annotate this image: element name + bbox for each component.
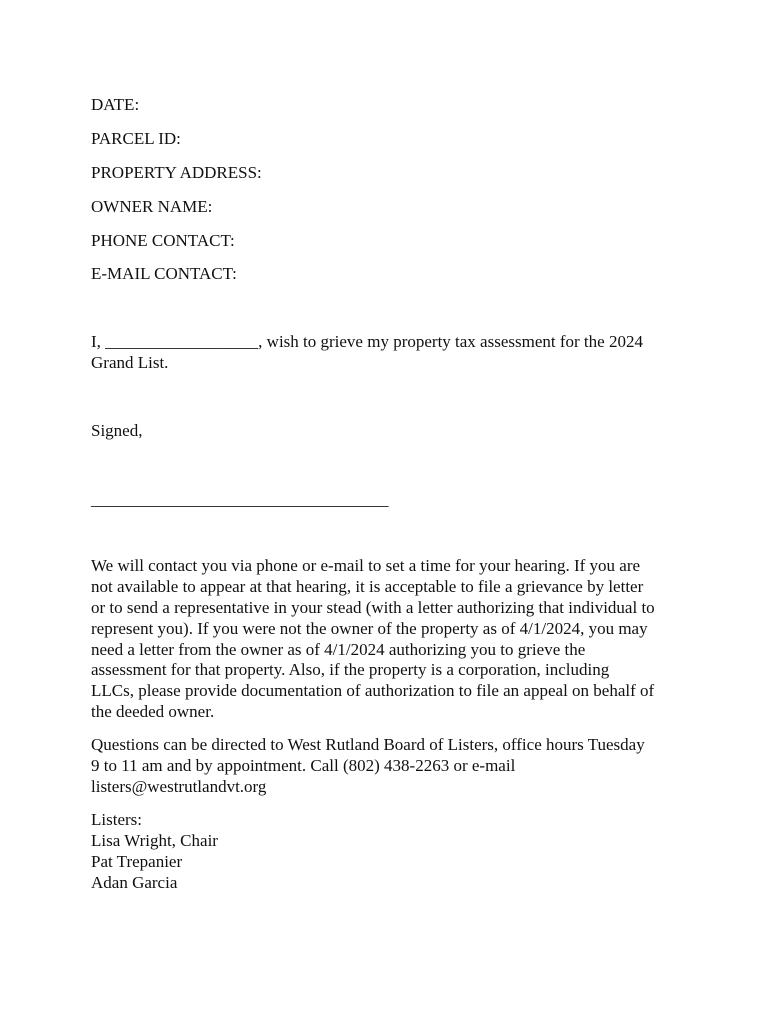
lister-name: Adan Garcia — [91, 873, 178, 892]
grievance-statement-line-1: I, __________________, wish to grieve my property tax assessment for the 2024 — [91, 332, 643, 351]
field-owner-name-label: OWNER NAME: — [91, 197, 213, 216]
paragraph-1-line: need a letter from the owner as of 4/1/2024 authorizing you to grieve the — [91, 640, 586, 659]
field-parcel-id-label: PARCEL ID: — [91, 129, 181, 148]
paragraph-1-line: the deeded owner. — [91, 702, 215, 721]
paragraph-1-line: not available to appear at that hearing, it is acceptable to file a grievance by letter — [91, 577, 644, 596]
signed-label: Signed, — [91, 421, 143, 440]
listers-email-address: listers@westrutlandvt.org — [91, 777, 267, 796]
field-phone-contact-label: PHONE CONTACT: — [91, 231, 235, 250]
lister-name: Lisa Wright, Chair — [91, 831, 218, 850]
field-property-address-label: PROPERTY ADDRESS: — [91, 163, 262, 182]
paragraph-2-line: Questions can be directed to West Rutland Board of Listers, office hours Tuesday — [91, 735, 645, 754]
grievance-statement-line-2: Grand List. — [91, 353, 169, 372]
signature-line: ___________________________________ — [91, 490, 389, 509]
paragraph-1-line: LLCs, please provide documentation of authorization to file an appeal on behalf of — [91, 681, 655, 700]
paragraph-2-line: 9 to 11 am and by appointment. Call (802) 438-2263 or e-mail — [91, 756, 516, 775]
paragraph-1-line: assessment for that property. Also, if the property is a corporation, including — [91, 660, 610, 679]
lister-name: Pat Trepanier — [91, 852, 183, 871]
field-date-label: DATE: — [91, 95, 140, 114]
paragraph-1-line: We will contact you via phone or e-mail to set a time for your hearing. If you are — [91, 556, 641, 575]
field-email-contact-label: E-MAIL CONTACT: — [91, 264, 237, 283]
paragraph-1-line: or to send a representative in your stead (with a letter authorizing that individual to — [91, 598, 655, 617]
listers-heading: Listers: — [91, 810, 142, 829]
paragraph-1-line: represent you). If you were not the owner of the property as of 4/1/2024, you may — [91, 619, 648, 638]
